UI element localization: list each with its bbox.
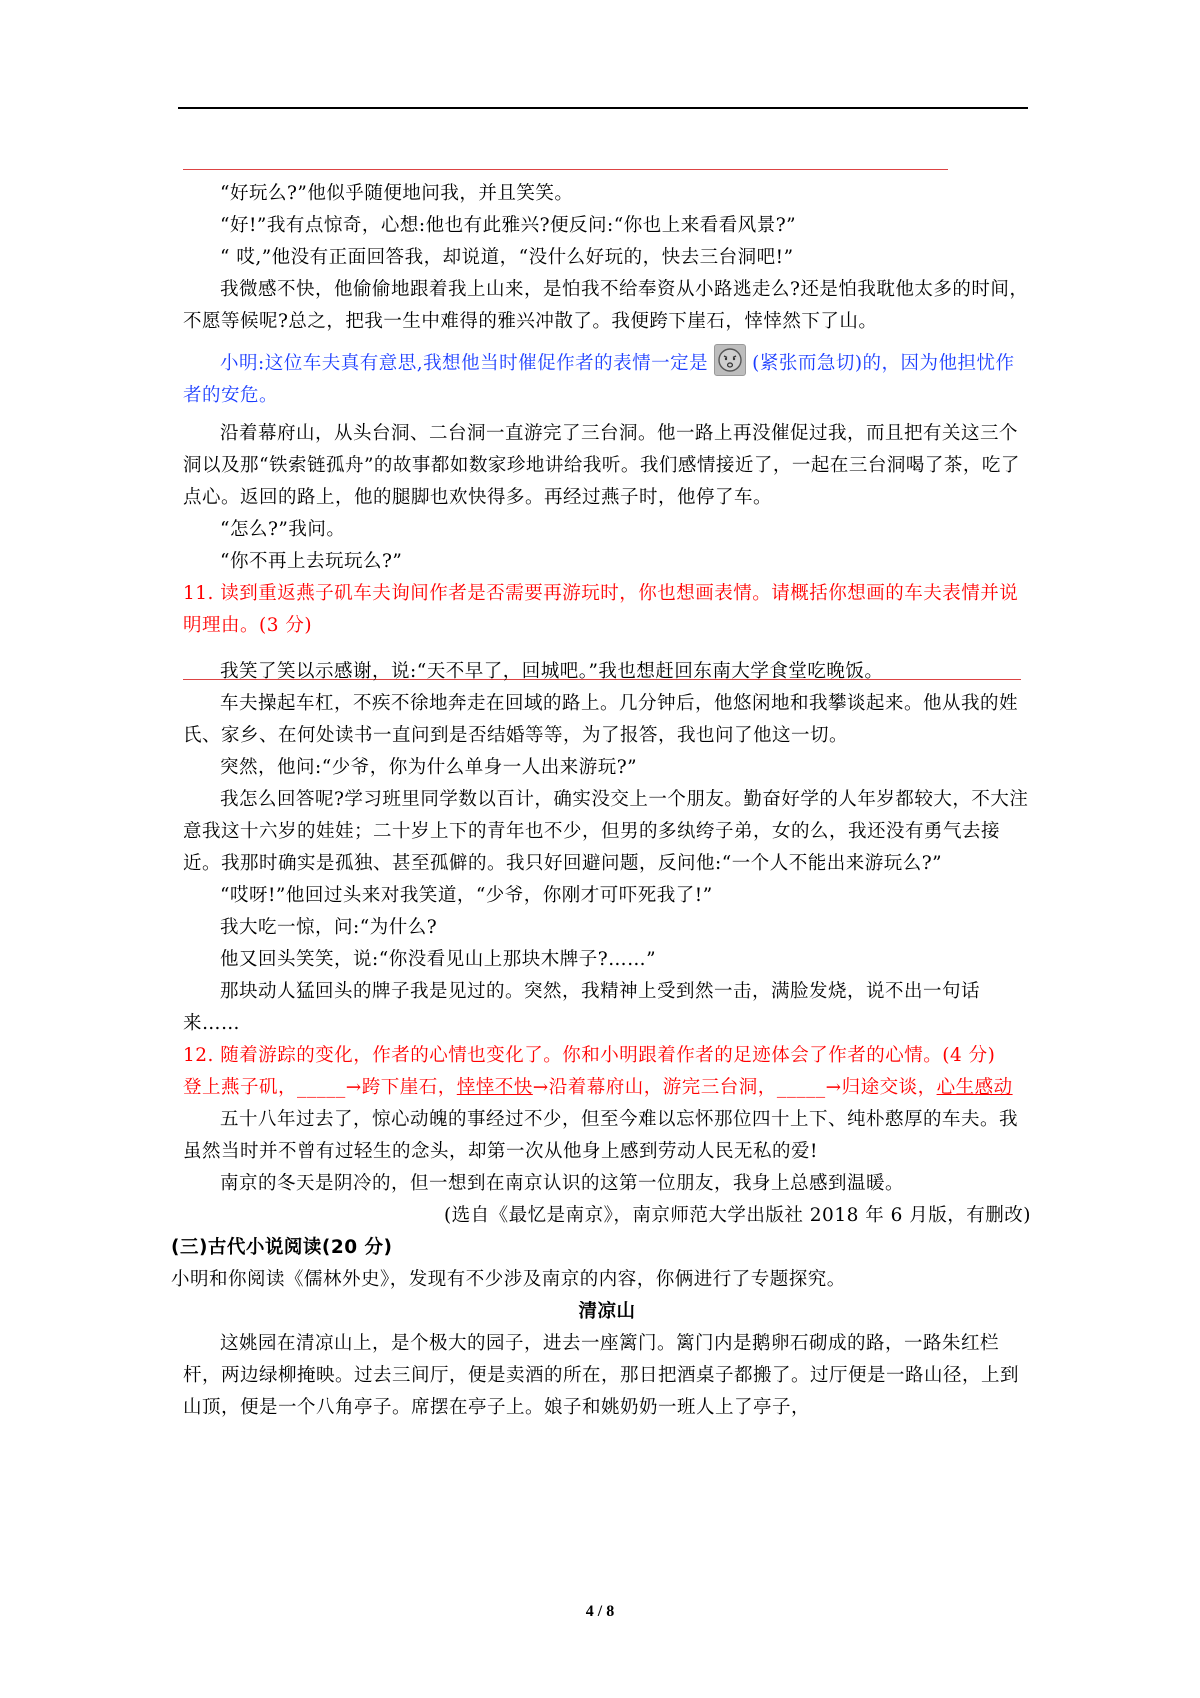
answer-filled: 悻悻不快 [456, 1077, 533, 1098]
section-intro: 小明和你阅读《儒林外史》，发现有不少涉及南京的内容，你俩进行了专题探究。 [171, 1269, 846, 1290]
paragraph: 我大吃一惊，问:“为什么? [220, 917, 438, 938]
xiaoming-comment-text: 小明:这位车夫真有意思,我想他当时催促作者的表情一定是 [220, 353, 709, 374]
article-body [171, 178, 1031, 1424]
paragraph: “ 哎,”他没有正面回答我，却说道，“没什么好玩的，快去三台洞吧!” [220, 247, 794, 268]
paragraph: “你不再上去玩玩么?” [220, 551, 403, 572]
page-number: 4 / 8 [585, 1603, 615, 1620]
paragraph: “好玩么?”他似乎随便地问我，并且笑笑。 [220, 183, 574, 204]
paragraph: 五十八年过去了，惊心动魄的事经过不少，但至今难以忘怀那位四十上下、纯朴憨厚的车夫。我虽然当时并不曾有过轻生的念头，却第一次从他身上感到劳动人民无私的爱! [183, 1109, 1019, 1162]
question-11: 11. 读到重返燕子矶车夫询间作者是否需要再游玩时，你也想画表情。请概括你想画的车夫表情并说明理由。(3 分) [183, 583, 1019, 636]
flow-step: 登上燕子矶， [183, 1077, 298, 1098]
worried-face-icon [714, 344, 746, 376]
flow-step: →沿着幕府山，游完三台洞， [532, 1077, 777, 1098]
paragraph: 南京的冬天是阴冷的，但一想到在南京认识的这第一位朋友，我身上总感到温暖。 [220, 1173, 905, 1194]
section-heading: (三)古代小说阅读(20 分) [171, 1237, 393, 1258]
paragraph: 我微感不快，他偷偷地跟着我上山来，是怕我不给奉资从小路逃走么?还是怕我耽他太多的时间，不愿等候呢?总之，把我一生中难得的雅兴冲散了。我便跨下崖石，悻悻然下了山。 [183, 279, 1029, 332]
flow-step: →跨下崖石， [345, 1077, 457, 1098]
source-note: (选自《最忆是南京》，南京师范大学出版社 2018 年 6 月版，有删改) [443, 1205, 1031, 1226]
paragraph: 那块动人猛回头的牌子我是见过的。突然，我精神上受到然一击，满脸发烧，说不出一句话来…… [183, 981, 981, 1034]
paragraph: “哎呀!”他回过头来对我笑道，“少爷，你刚才可吓死我了!” [220, 885, 713, 906]
paragraph: 沿着幕府山，从头台洞、二台洞一直游完了三台洞。他一路上再没催促过我，而且把有关这三个洞以及那“铁索链孤舟”的故事都如数家珍地讲给我听。我们感情接近了，一起在三台洞喝了茶，吃了点心。返回的路上，他的腿脚也欢快得多。再经过燕子时，他停了车。 [183, 423, 1020, 508]
flow-step: →归途交谈， [825, 1077, 937, 1098]
answer-filled: 心生感动 [936, 1077, 1013, 1098]
passage-title: 清凉山 [578, 1301, 636, 1322]
answer-blank[interactable]: _____ [776, 1077, 826, 1098]
paragraph: 我笑了笑以示感谢，说:“天不早了，回城吧。”我也想赶回东南大学食堂吃晚饭。 [220, 661, 884, 682]
xiaoming-comment-tail: (紧张而急切)的，因为他担忧作者的安危。 [183, 353, 1015, 406]
answer-blank[interactable]: _____ [297, 1077, 346, 1098]
paragraph: 他又回头笑笑，说:“你没看见山上那块木牌子?……” [220, 949, 657, 970]
paragraph: “怎么?”我问。 [220, 519, 346, 540]
header-rule [178, 107, 1028, 109]
paragraph: 车夫操起车杠，不疾不徐地奔走在回域的路上。几分钟后，他悠闲地和我攀谈起来。他从我的姓氏、家乡、在何处读书一直问到是否结婚等等，为了报答，我也问了他这一切。 [183, 693, 1019, 746]
paragraph: “好!”我有点惊奇，心想:他也有此雅兴?便反问:“你也上来看看风景?” [220, 215, 797, 236]
question-12-flow [183, 1072, 1031, 1104]
paragraph: 这姚园在清凉山上，是个极大的园子，进去一座篱门。篱门内是鹅卵石砌成的路，一路朱红栏杆，两边绿柳掩映。过去三间厅，便是卖酒的所在，那日把酒桌子都搬了。过厅便是一路山径，上到山顶，便是一个八角亭子。席摆在亭子上。娘子和姚奶奶一班人上了亭子， [183, 1333, 1020, 1418]
paragraph: 我怎么回答呢?学习班里同学数以百计，确实没交上一个朋友。勤奋好学的人年岁都较大，不大注意我这十六岁的娃娃；二十岁上下的青年也不少，但男的多纨绔子弟，女的么，我还没有勇气去接近。我那时确实是孤独、甚至孤僻的。我只好回避问题，反问他:“一个人不能出来游玩么?” [183, 789, 1029, 874]
answer-line [183, 169, 948, 170]
xiaoming-comment [183, 344, 1031, 412]
question-12: 12. 随着游踪的变化，作者的心情也变化了。你和小明跟着作者的足迹体会了作者的心情。(4 分) [183, 1045, 996, 1066]
paragraph: 突然，他问:“少爷，你为什么单身一人出来游玩?” [220, 757, 638, 778]
